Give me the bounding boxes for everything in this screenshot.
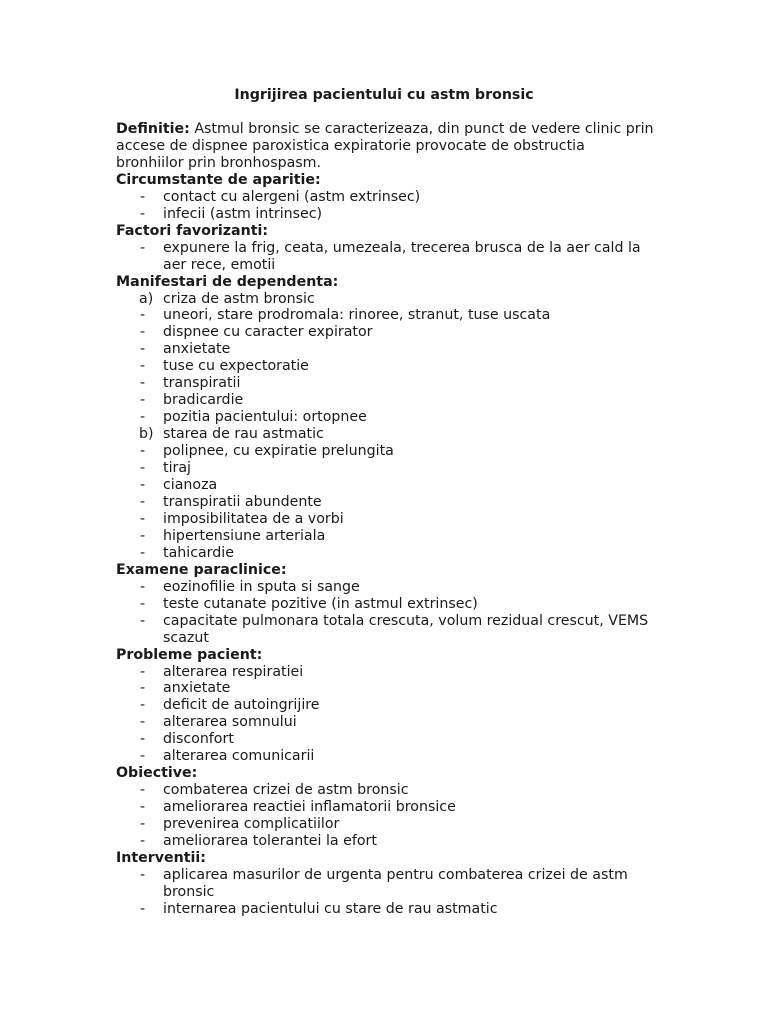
section-heading: Examene paraclinice: xyxy=(116,561,287,578)
list-item xyxy=(116,748,656,765)
list-item xyxy=(116,511,656,528)
list-marker: - xyxy=(140,799,146,816)
list-item xyxy=(116,664,656,681)
sections-container xyxy=(116,172,656,918)
list-item xyxy=(116,867,656,901)
list-marker: - xyxy=(140,900,146,917)
list-item xyxy=(116,596,656,613)
list-marker: - xyxy=(140,612,146,629)
list-marker: - xyxy=(140,188,146,205)
list-marker: - xyxy=(140,341,146,358)
list-item-text: alterarea comunicarii xyxy=(163,748,315,765)
list-item-text: teste cutanate pozitive (in astmul extrinsec) xyxy=(163,595,478,612)
list-item-text: transpiratii abundente xyxy=(163,493,322,510)
list-item xyxy=(116,613,656,647)
list-item-text: bradicardie xyxy=(163,392,244,409)
list-item xyxy=(116,358,656,375)
list-item-text: anxietate xyxy=(163,341,231,358)
list-item-text: deficit de autoingrijire xyxy=(163,697,320,714)
document-title: Ingrijirea pacientului cu astm bronsic xyxy=(234,87,534,103)
list-item-text: combaterea crizei de astm bronsic xyxy=(163,782,409,799)
list-item-text: hipertensiune arteriala xyxy=(163,527,326,544)
section-list xyxy=(116,189,656,223)
list-item-text: starea de rau astmatic xyxy=(163,426,324,443)
section-list xyxy=(116,782,656,850)
definition-label: Definitie: xyxy=(116,121,190,137)
list-item xyxy=(116,799,656,816)
list-item-text: aplicarea masurilor de urgenta pentru combaterea crizei de astm bronsic xyxy=(163,866,628,900)
section-list xyxy=(116,867,656,918)
list-item xyxy=(116,341,656,358)
list-item xyxy=(116,901,656,918)
list-item xyxy=(116,579,656,596)
list-marker: - xyxy=(140,307,146,324)
section xyxy=(116,765,656,850)
list-item xyxy=(116,697,656,714)
list-marker: - xyxy=(140,748,146,765)
list-item-text: infecii (astm intrinsec) xyxy=(163,205,323,222)
list-item xyxy=(116,324,656,341)
list-item xyxy=(116,782,656,799)
list-item-text: internarea pacientului cu stare de rau astmatic xyxy=(163,900,498,917)
section-heading: Manifestari de dependenta: xyxy=(116,273,339,290)
list-marker: - xyxy=(140,375,146,392)
section-heading: Circumstante de aparitie: xyxy=(116,171,321,188)
list-marker: - xyxy=(140,697,146,714)
list-item xyxy=(116,189,656,206)
section-heading: Obiective: xyxy=(116,765,198,782)
definition-paragraph xyxy=(116,121,656,172)
list-item-text: ameliorarea reactiei inflamatorii bronsice xyxy=(163,799,456,816)
list-marker: - xyxy=(140,477,146,494)
list-item-text: dispnee cu caracter expirator xyxy=(163,324,373,341)
list-marker: - xyxy=(140,714,146,731)
section xyxy=(116,223,656,274)
list-item-text: tiraj xyxy=(163,460,191,477)
list-item xyxy=(116,494,656,511)
list-marker: - xyxy=(140,205,146,222)
list-item-text: eozinofilie in sputa si sange xyxy=(163,578,360,595)
list-marker: - xyxy=(140,663,146,680)
list-item xyxy=(116,240,656,274)
section-heading: Interventii: xyxy=(116,849,206,866)
list-item-text: pozitia pacientului: ortopnee xyxy=(163,409,367,426)
list-item-text: contact cu alergeni (astm extrinsec) xyxy=(163,188,421,205)
list-marker: - xyxy=(140,866,146,883)
list-item xyxy=(116,477,656,494)
list-item-text: uneori, stare prodromala: rinoree, stranut, tuse uscata xyxy=(163,307,551,324)
definition-text: Astmul bronsic se caracterizeaza, din punct de vedere clinic prin accese de dispnee paroxistica expiratorie provocate de obstructia bronhiilor prin bronhospasm. xyxy=(116,121,654,171)
list-marker: - xyxy=(140,239,146,256)
list-item-text: alterarea somnului xyxy=(163,714,297,731)
list-item xyxy=(116,528,656,545)
section-list xyxy=(116,579,656,647)
list-item-text: ameliorarea tolerantei la efort xyxy=(163,833,377,850)
list-marker: - xyxy=(140,443,146,460)
list-marker: - xyxy=(140,358,146,375)
list-item-text: polipnee, cu expiratie prelungita xyxy=(163,443,394,460)
list-item xyxy=(116,714,656,731)
section-heading: Probleme pacient: xyxy=(116,646,263,663)
section-heading: Factori favorizanti: xyxy=(116,222,269,239)
list-marker: - xyxy=(140,595,146,612)
list-item xyxy=(116,375,656,392)
list-item xyxy=(116,460,656,477)
list-marker: - xyxy=(140,731,146,748)
list-marker: - xyxy=(140,816,146,833)
list-item-text: prevenirea complicatiilor xyxy=(163,816,340,833)
list-marker: - xyxy=(140,578,146,595)
list-item xyxy=(116,816,656,833)
list-item xyxy=(116,545,656,562)
list-marker: a) xyxy=(139,290,154,307)
list-marker: - xyxy=(140,392,146,409)
list-item-text: tuse cu expectoratie xyxy=(163,358,309,375)
section xyxy=(116,850,656,918)
list-item xyxy=(116,392,656,409)
list-item-text: imposibilitatea de a vorbi xyxy=(163,510,344,527)
list-item-text: cianoza xyxy=(163,477,218,494)
section xyxy=(116,274,656,562)
list-item-text: disconfort xyxy=(163,731,234,748)
list-item xyxy=(116,443,656,460)
list-marker: - xyxy=(140,324,146,341)
section xyxy=(116,562,656,647)
section-list xyxy=(116,291,656,562)
list-item xyxy=(116,206,656,223)
list-item-text: alterarea respiratiei xyxy=(163,663,304,680)
list-item-text: expunere la frig, ceata, umezeala, trecerea brusca de la aer cald la aer rece, emotii xyxy=(163,239,641,273)
document-body xyxy=(116,121,656,918)
list-item xyxy=(116,291,656,308)
section xyxy=(116,647,656,766)
list-marker: - xyxy=(140,409,146,426)
list-item-text: capacitate pulmonara totala crescuta, volum rezidual crescut, VEMS scazut xyxy=(163,612,649,646)
list-marker: b) xyxy=(139,426,154,443)
list-item-text: tahicardie xyxy=(163,544,234,561)
list-item xyxy=(116,731,656,748)
section-list xyxy=(116,664,656,766)
list-marker: - xyxy=(140,493,146,510)
list-marker: - xyxy=(140,527,146,544)
list-marker: - xyxy=(140,544,146,561)
list-item-text: criza de astm bronsic xyxy=(163,290,315,307)
list-item xyxy=(116,409,656,426)
list-marker: - xyxy=(140,510,146,527)
list-item xyxy=(116,680,656,697)
list-marker: - xyxy=(140,680,146,697)
list-item xyxy=(116,307,656,324)
list-item-text: anxietate xyxy=(163,680,231,697)
list-marker: - xyxy=(140,460,146,477)
section xyxy=(116,172,656,223)
list-item-text: transpiratii xyxy=(163,375,241,392)
list-marker: - xyxy=(140,782,146,799)
list-marker: - xyxy=(140,833,146,850)
section-list xyxy=(116,240,656,274)
list-item xyxy=(116,426,656,443)
list-item xyxy=(116,833,656,850)
